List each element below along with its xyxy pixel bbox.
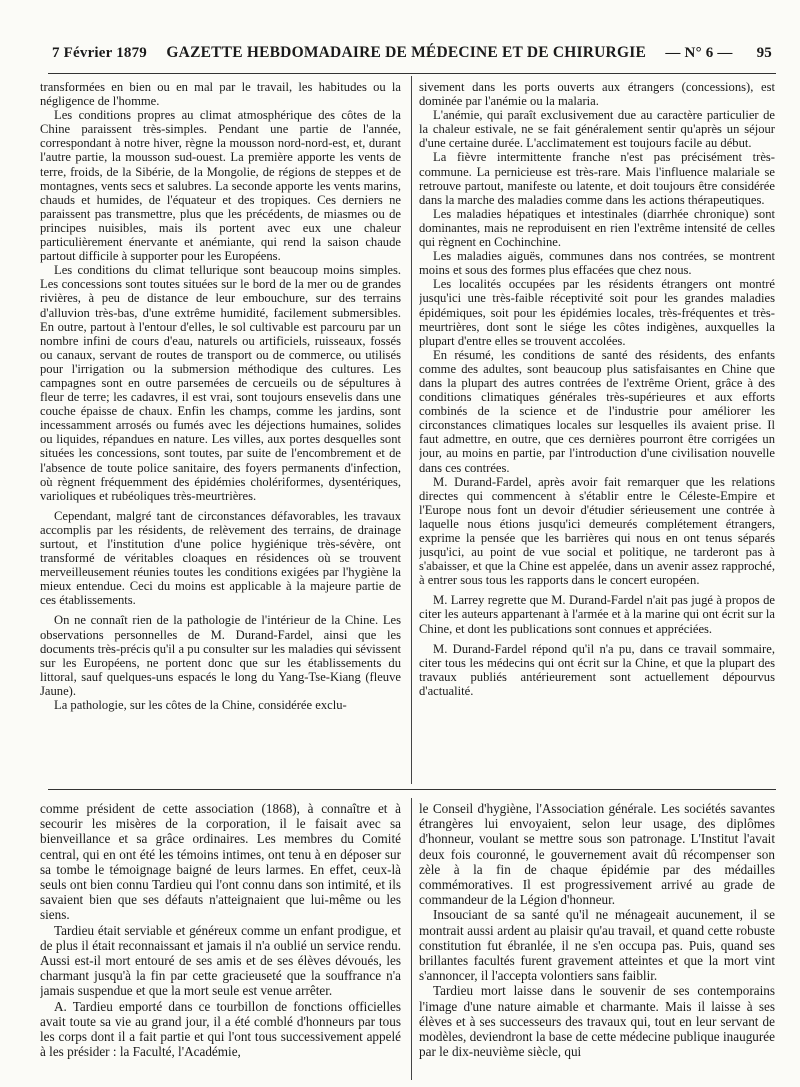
paragraph: Tardieu était serviable et généreux comme un enfant prodigue, et de plus il était reconnaissant et jamais il n'a oublié un service rendu. Aussi est-il mort entouré de ses amis et de ses élèves dévoués, les charmant jusqu'à la fin par cette gracieuseté que la souffrance n'a jamais suspendue et que la mort seule est venue arrêter. xyxy=(40,922,401,999)
header-title: GAZETTE HEBDOMADAIRE DE MÉDECINE ET DE CHIRURGIE xyxy=(166,44,646,61)
paragraph: La fièvre intermittente franche n'est pas précisément très-commune. La pernicieuse est très-rare. Mais l'influence malariale se retrouve partout, manifeste ou latente, et doit toujours être considérée dans la marche des maladies comme dans les actions thérapeutiques. xyxy=(419,150,775,207)
lower-left-column xyxy=(40,801,401,1083)
section-rule xyxy=(48,789,776,790)
paragraph: L'anémie, qui paraît exclusivement due au caractère particulier de la chaleur estivale, ne se fait généralement sentir qu'après un séjour d'une certaine durée. L'acclimatement est toujours facile au début. xyxy=(419,108,775,151)
paragraph: M. Durand-Fardel répond qu'il n'a pu, dans ce travail sommaire, citer tous les médecins qui ont écrit sur la Chine, et que la plupart des travaux publiés antérieurement sont actuellement dépourvus d'actualité. xyxy=(419,641,775,698)
paragraph: le Conseil d'hygiène, l'Association générale. Les sociétés savantes étrangères lui envoyaient, selon leur usage, des diplômes d'honneur, voulant se mettre sous son patronage. L'Institut l'avait deux fois couronné, le gouvernement avait dû récompenser son zèle à la fin de chaque épidémie par des médailles commémoratives. Il est progressivement arrivé au grade de commandeur de la Légion d'honneur. xyxy=(419,801,775,908)
paragraph: sivement dans les ports ouverts aux étrangers (concessions), est dominée par l'anémie ou la malaria. xyxy=(419,80,775,109)
paragraph: M. Durand-Fardel, après avoir fait remarquer que les relations directes qui commencent à s'établir entre le Céleste-Empire et l'Europe nous font un devoir d'étudier sérieusement une contrée à laquelle nous étions jusqu'ici demeurés complétement étrangers, exprime la pensée que les barrières qui nous en ont tenus séparés jusqu'ici, au point de vue social et politique, ne tarderont pas à s'abaisser, et que la Chine est appelée, dans un avenir assez rapproché, à entrer sous tous les rapports dans le concert européen. xyxy=(419,474,775,588)
paragraph: On ne connaît rien de la pathologie de l'intérieur de la Chine. Les observations personnelles de M. Durand-Fardel, ainsi que les documents très-précis qu'il a pu consulter sur les maladies qui sévissent sur les Européens, ne portent donc que sur les établissements du littoral, sauf quelques-uns espacés le long du Yang-Tse-Kiang (fleuve Jaune). xyxy=(40,613,401,698)
paragraph: La pathologie, sur les côtes de la Chine, considérée exclu- xyxy=(54,698,347,713)
paragraph: Insouciant de sa santé qu'il ne ménageait aucunement, il se montrait aussi ardent au plaisir qu'au travail, et quand cette robuste constitution fut ébranlée, il ne s'en occupa pas. Puis, quand ses brillantes facultés furent gravement atteintes et que la mort vint s'annoncer, il l'accepta volontiers sans faiblir. xyxy=(419,907,775,984)
column-divider-lower xyxy=(411,798,412,1080)
column-divider-upper xyxy=(411,76,412,784)
paragraph: Les maladies hépatiques et intestinales (diarrhée chronique) sont dominantes, mais ne reproduisent en rien l'extrême intensité de celles qui règnent en Cochinchine. xyxy=(419,206,775,250)
paragraph: comme président de cette association (1868), à connaître et à secourir les misères de la corporation, il le faisait avec sa bienveillance et sa grâce ordinaires. Les membres du Comité central, qui en ont été les témoins intimes, ont tenu à en déposer sur sa tombe le témoignage baigné de leurs larmes. En effet, ceux-là seuls ont bien connu Tardieu qui l'ont connu dans son intimité, et ils savaient bien que ses défauts n'atteignaient que lui-même ou les siens. xyxy=(40,801,401,923)
paragraph: Les maladies aiguës, communes dans nos contrées, se montrent moins et sous des formes plus effacées que chez nous. xyxy=(419,249,775,278)
header-issue: — N° 6 — xyxy=(665,45,733,61)
header-date: 7 Février 1879 xyxy=(52,45,147,61)
paragraph: M. Larrey regrette que M. Durand-Fardel n'ait pas jugé à propos de citer les auteurs appartenant à l'armée et à la marine qui ont écrit sur la Chine, et dont les publications sont connues et appréciées. xyxy=(419,593,775,636)
paragraph: En résumé, les conditions de santé des résidents, des enfants comme des adultes, sont beaucoup plus satisfaisantes en Chine que dans la plupart des autres contrées de l'extrême Orient, grâce à des conditions climatiques générales très-supérieures et aux efforts combinés de la science et de l'industrie pour améliorer les circonstances climatiques locales sur lesquelles ils avaient prise. Il faut admettre, en outre, que ces dernières pourront être corrigées un jour, au moins en partie, par l'introduction d'une civilisation nouvelle dans ces contrées. xyxy=(419,347,775,475)
paragraph: A. Tardieu emporté dans ce tourbillon de fonctions officielles avait toute sa vie au grand jour, il a été comblé d'honneurs par tous les corps dont il a fait partie et qui l'ont tous successivement appelé à les présider : la Faculté, l'Académie, xyxy=(40,998,401,1060)
header-issue-page xyxy=(665,45,772,62)
paragraph: Tardieu mort laisse dans le souvenir de ses contemporains l'image d'une nature aimable et charmante. Mais il laisse à ses élèves et à ses successeurs des travaux qui, tout en leur servant de modèles, deviendront la base de cette médecine publique inaugurée par le dix-neuvième siècle, qui xyxy=(419,983,775,1060)
lower-right-column xyxy=(419,801,775,1083)
paragraph: Les conditions propres au climat atmosphérique des côtes de la Chine paraissent très-simples. Pendant une partie de l'année, correspondant à notre hiver, règne la mousson nord-nord-est, et, durant l'autre partie, la mousson sud-ouest. La première apporte les vents de terre, froids, de la Sibérie, de la Mongolie, de régions de steppes et de montagnes, vents secs et salubres. La seconde apporte les vents marins, chauds et humides, de l'équateur et des tropiques. Ces derniers ne paraissent pas transmettre, plus que les précédents, de miasmes ou de principes nuisibles, mais ils portent avec eux une chaleur particulièrement énervante et anémiante, qui rend la saison chaude partout difficile à supporter pour les Européens. xyxy=(40,108,401,264)
paragraph: Les localités occupées par les résidents étrangers ont montré jusqu'ici une très-faible réceptivité soit pour les grandes maladies épidémiques, soit pour les épidémies locales, très-fréquentes et très-meurtrières, dont sont le siége les côtes indigènes, auxquelles la plupart d'entre elles se trouvent accolées. xyxy=(419,277,775,348)
header-page-number: 95 xyxy=(756,45,772,61)
upper-right-column xyxy=(419,80,775,786)
header-rule xyxy=(48,73,776,74)
paragraph: Les conditions du climat tellurique sont beaucoup moins simples. Les concessions sont toutes situées sur le bord de la mer ou de grandes rivières, à peu de distance de leur embouchure, sur des terrains d'alluvion très-bas, d'une extrême humidité, facilement submersibles. En outre, partout à l'entour d'elles, le sol cultivable est parcouru par un nombre infini de cours d'eau, naturels ou artificiels, ruisseaux, fossés ou canaux, servant de routes de transport ou de commerce, ou utilisés pour l'irrigation ou la submersion méthodique des cultures. Les campagnes sont en outre parsemées de cercueils ou de sépultures à fleur de terre; les cadavres, il est vrai, sont toujours ensevelis dans une couche épaisse de chaux. Enfin les champs, comme les jardins, sont incessamment arrosés ou fumés avec les déjections humaines, solides ou liquides, répandues en nature. Les villes, aux portes desquelles sont situées les concessions, sont toutes, par suite de l'encombrement et de l'absence de toute police sanitaire, des foyers permanents d'infection, où règnent fréquemment des épidémies cholériformes, dysentériques, varioliques et rubéoliques très-meurtrières. xyxy=(40,263,401,503)
paragraph: Cependant, malgré tant de circonstances défavorables, les travaux accomplis par les résidents, de relèvement des terrains, de drainage surtout, et l'institution d'une police hygiénique très-sévère, ont transformé de véritables cloaques en résidences où se trouvent merveilleusement réunies toutes les conditions exigées par l'hygiène la mieux entendue. Ceci du moins est applicable à la majeure partie de ces établissements. xyxy=(40,508,401,608)
running-header xyxy=(52,44,772,66)
paragraph: transformées en bien ou en mal par le travail, les habitudes ou la négligence de l'homme. xyxy=(40,80,401,109)
upper-left-column xyxy=(40,80,401,786)
